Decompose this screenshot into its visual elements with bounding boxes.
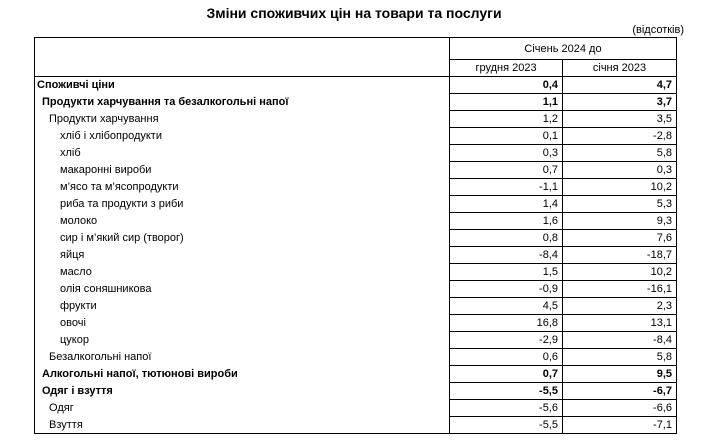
row-label: риба та продукти з риби (35, 196, 450, 213)
row-value-january: -18,7 (563, 247, 677, 264)
table-row (35, 315, 677, 332)
table-row (35, 400, 677, 417)
header-label-cell (35, 60, 450, 77)
row-label: Продукти харчування та безалкогольні напої (35, 94, 450, 111)
row-value-january: 3,7 (563, 94, 677, 111)
row-label: Споживчі ціни (35, 77, 450, 94)
row-label: Одяг і взуття (35, 383, 450, 400)
row-label: сир і м’який сир (творог) (35, 230, 450, 247)
row-value-january: -2,8 (563, 128, 677, 145)
row-value-january: -8,4 (563, 332, 677, 349)
row-value-january: -7,1 (563, 417, 677, 434)
header-row-columns (35, 60, 677, 77)
row-value-december: 0,1 (450, 128, 563, 145)
row-label: Безалкогольні напої (35, 349, 450, 366)
row-label: Продукти харчування (35, 111, 450, 128)
row-value-december: 0,6 (450, 349, 563, 366)
row-value-december: 1,4 (450, 196, 563, 213)
table-row (35, 264, 677, 281)
table-row (35, 281, 677, 298)
row-value-january: 9,5 (563, 366, 677, 383)
row-value-january: 7,6 (563, 230, 677, 247)
row-value-december: 1,1 (450, 94, 563, 111)
row-value-december: 0,7 (450, 366, 563, 383)
row-label: овочі (35, 315, 450, 332)
table-row (35, 366, 677, 383)
table-row (35, 383, 677, 400)
row-value-december: -0,9 (450, 281, 563, 298)
table-row (35, 196, 677, 213)
header-period: Січень 2024 до (450, 38, 677, 60)
table-row (35, 145, 677, 162)
row-value-january: 2,3 (563, 298, 677, 315)
row-value-december: 16,8 (450, 315, 563, 332)
row-label: олія соняшникова (35, 281, 450, 298)
row-label: фрукти (35, 298, 450, 315)
row-label: яйця (35, 247, 450, 264)
row-value-december: 0,8 (450, 230, 563, 247)
row-label: м’ясо та м’ясопродукти (35, 179, 450, 196)
row-value-december: 0,7 (450, 162, 563, 179)
row-value-december: 1,2 (450, 111, 563, 128)
row-label: хліб (35, 145, 450, 162)
row-value-december: 1,6 (450, 213, 563, 230)
table-row (35, 247, 677, 264)
header-label-cell (35, 38, 450, 60)
row-value-january: -16,1 (563, 281, 677, 298)
row-label: масло (35, 264, 450, 281)
table-row (35, 111, 677, 128)
table-row (35, 417, 677, 434)
unit-label: (відсотків) (632, 24, 684, 36)
row-value-january: 0,3 (563, 162, 677, 179)
row-value-december: 0,3 (450, 145, 563, 162)
row-value-january: 3,5 (563, 111, 677, 128)
table-row (35, 179, 677, 196)
row-label: Взуття (35, 417, 450, 434)
header-row-period (35, 38, 677, 60)
row-value-january: 4,7 (563, 77, 677, 94)
row-label: макаронні вироби (35, 162, 450, 179)
row-value-december: 4,5 (450, 298, 563, 315)
row-value-january: 5,8 (563, 349, 677, 366)
row-label: Одяг (35, 400, 450, 417)
table-row (35, 230, 677, 247)
table-row (35, 77, 677, 94)
row-value-december: -5,6 (450, 400, 563, 417)
row-label: хліб і хлібопродукти (35, 128, 450, 145)
header-col-january: січня 2023 (563, 60, 677, 77)
header-col-december: грудня 2023 (450, 60, 563, 77)
row-label: молоко (35, 213, 450, 230)
row-value-december: -2,9 (450, 332, 563, 349)
table-row (35, 298, 677, 315)
row-value-january: -6,7 (563, 383, 677, 400)
table-row (35, 213, 677, 230)
row-value-january: -6,6 (563, 400, 677, 417)
row-value-december: -1,1 (450, 179, 563, 196)
row-value-december: -5,5 (450, 417, 563, 434)
row-value-december: 1,5 (450, 264, 563, 281)
table-row (35, 162, 677, 179)
price-changes-table (34, 37, 677, 434)
table-row (35, 94, 677, 111)
row-value-december: -5,5 (450, 383, 563, 400)
row-value-january: 9,3 (563, 213, 677, 230)
row-label: Алкогольні напої, тютюнові вироби (35, 366, 450, 383)
row-value-december: 0,4 (450, 77, 563, 94)
table-row (35, 332, 677, 349)
row-label: цукор (35, 332, 450, 349)
row-value-january: 13,1 (563, 315, 677, 332)
row-value-january: 5,8 (563, 145, 677, 162)
table-row (35, 128, 677, 145)
row-value-january: 10,2 (563, 179, 677, 196)
row-value-december: -8,4 (450, 247, 563, 264)
row-value-january: 5,3 (563, 196, 677, 213)
table-row (35, 349, 677, 366)
row-value-january: 10,2 (563, 264, 677, 281)
table-title: Зміни споживчих цін на товари та послуги (206, 5, 502, 21)
